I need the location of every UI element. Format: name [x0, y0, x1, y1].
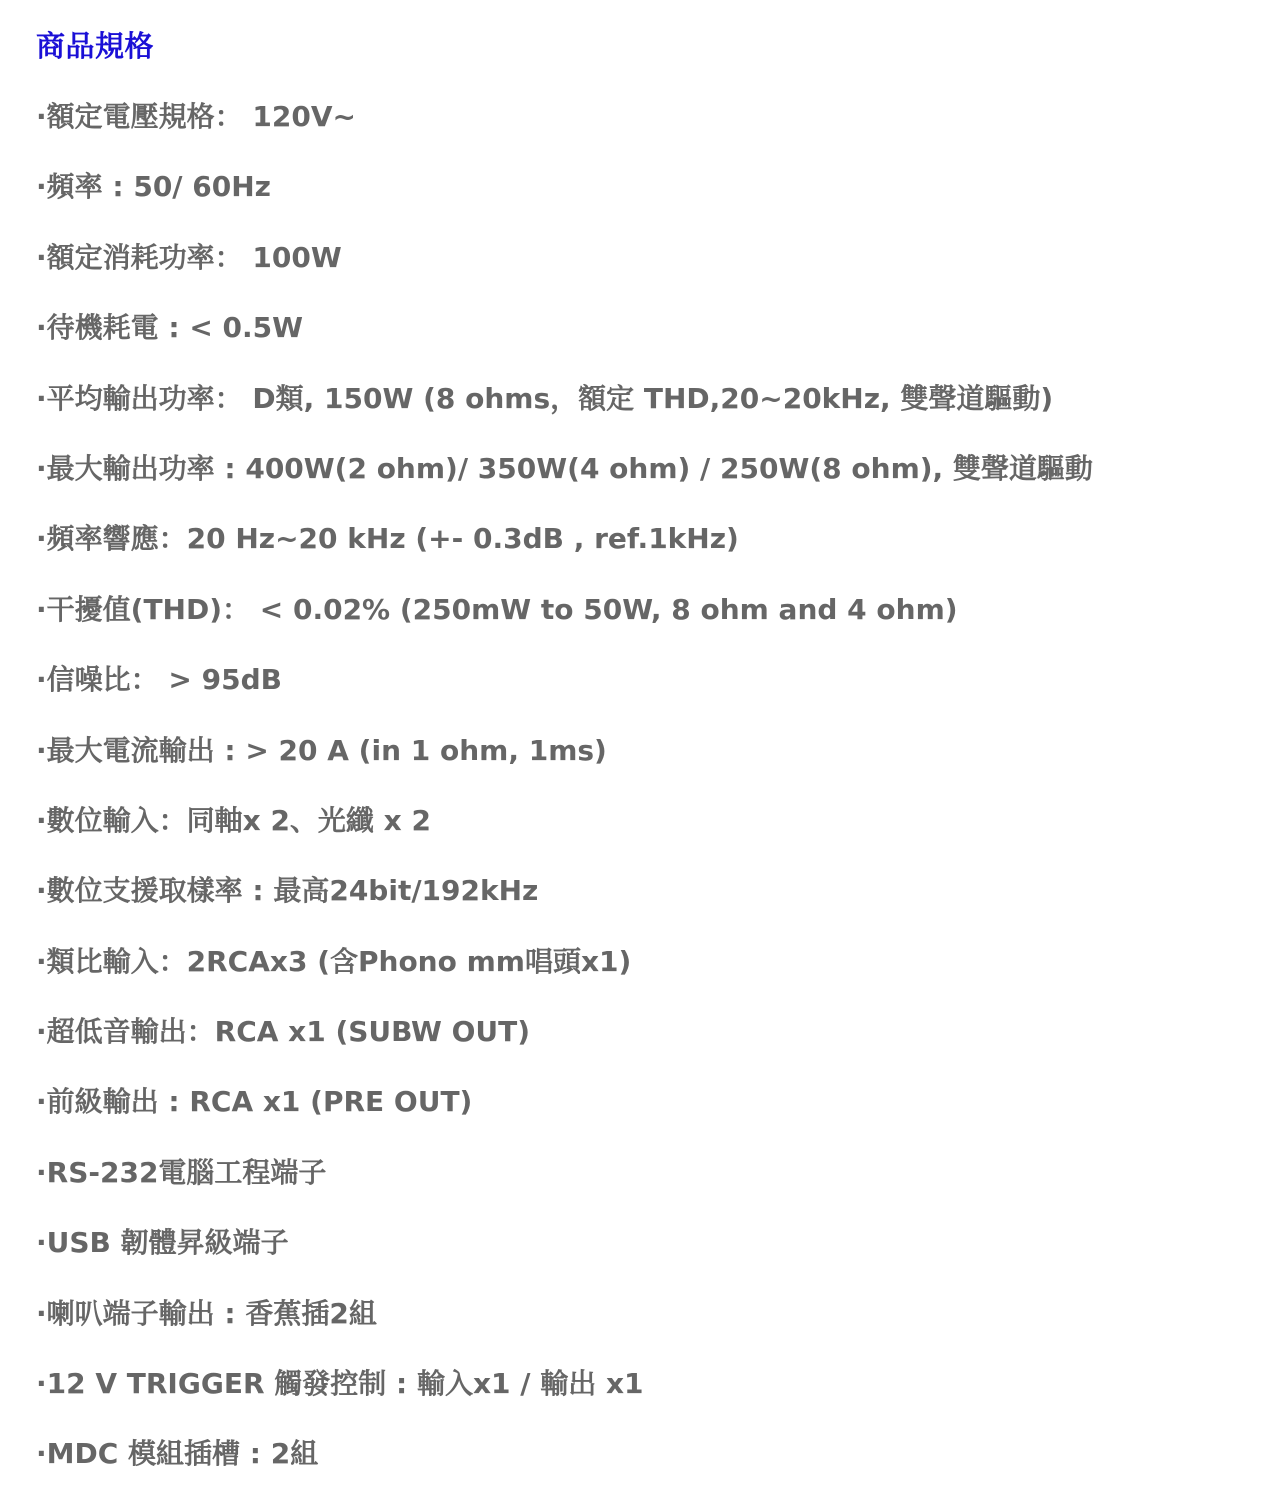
- bullet: ·: [36, 1437, 47, 1471]
- spec-text: 額定消耗功率： 100W: [46, 240, 342, 274]
- spec-text: 12 V TRIGGER 觸發控制 : 輸入x1 / 輸出 x1: [46, 1367, 644, 1401]
- spec-item-12v-trigger: [36, 1359, 1093, 1429]
- spec-text: 干擾值(THD)： < 0.02% (250mW to 50W, 8 ohm and 4 ohm): [46, 592, 958, 626]
- spec-item-standby-power: [36, 303, 1093, 373]
- spec-text: 類比輸入：2RCAx3 (含Phono mm唱頭x1): [46, 944, 632, 978]
- spec-item-frequency: [36, 162, 1093, 232]
- bullet: ·: [36, 874, 47, 908]
- spec-item-rated-voltage: [36, 92, 1093, 162]
- spec-text: MDC 模組插槽 : 2組: [46, 1437, 319, 1471]
- page-title: 商品規格: [36, 29, 155, 63]
- bullet: ·: [36, 100, 47, 133]
- bullet: ·: [36, 311, 47, 345]
- spec-text: 最大電流輸出 : > 20 A (in 1 ohm, 1ms): [46, 733, 607, 767]
- bullet: ·: [36, 592, 47, 626]
- spec-text: 數位輸入：同軸x 2、光纖 x 2: [46, 803, 431, 837]
- spec-item-rs232: [36, 1148, 1093, 1218]
- bullet: ·: [36, 522, 47, 556]
- spec-item-max-current-output: [36, 726, 1093, 796]
- bullet: ·: [36, 733, 47, 767]
- spec-item-snr: [36, 655, 1093, 725]
- bullet: ·: [36, 1085, 47, 1119]
- spec-text: 前級輸出 : RCA x1 (PRE OUT): [46, 1085, 473, 1119]
- spec-item-speaker-terminals: [36, 1289, 1093, 1359]
- spec-item-max-output-power: [36, 444, 1093, 514]
- bullet: ·: [36, 1015, 47, 1049]
- spec-text: 數位支援取樣率 : 最高24bit/192kHz: [46, 874, 539, 908]
- bullet: ·: [36, 381, 47, 415]
- spec-text: 頻率 : 50/ 60Hz: [46, 170, 271, 204]
- spec-text: RS-232電腦工程端子: [46, 1155, 327, 1189]
- bullet: ·: [36, 663, 47, 697]
- bullet: ·: [36, 240, 47, 274]
- spec-item-digital-input: [36, 796, 1093, 866]
- spec-item-frequency-response: [36, 514, 1093, 584]
- spec-item-rated-power-consumption: [36, 233, 1093, 303]
- bullet: ·: [36, 803, 47, 837]
- spec-item-mdc-slot: [36, 1429, 1093, 1499]
- spec-text: 頻率響應：20 Hz~20 kHz (+- 0.3dB , ref.1kHz): [46, 522, 739, 556]
- bullet: ·: [36, 1367, 47, 1401]
- spec-list: [36, 92, 1093, 1500]
- spec-text: 額定電壓規格： 120V~: [46, 100, 356, 133]
- spec-item-usb-firmware: [36, 1218, 1093, 1288]
- bullet: ·: [36, 1155, 47, 1189]
- spec-item-thd: [36, 585, 1093, 655]
- bullet: ·: [36, 1226, 47, 1260]
- spec-text: 喇叭端子輸出 : 香蕉插2組: [46, 1296, 377, 1330]
- spec-text: USB 韌體昇級端子: [46, 1226, 289, 1260]
- bullet: ·: [36, 1296, 47, 1330]
- spec-text: 平均輸出功率： D類, 150W (8 ohms，額定 THD,20~20kHz, 雙聲道驅動): [46, 381, 1054, 415]
- bullet: ·: [36, 451, 47, 485]
- spec-text: 信噪比： > 95dB: [46, 663, 282, 697]
- spec-item-subwoofer-output: [36, 1007, 1093, 1077]
- spec-item-pre-output: [36, 1077, 1093, 1147]
- spec-text: 待機耗電 : < 0.5W: [46, 311, 304, 345]
- bullet: ·: [36, 170, 47, 204]
- spec-item-analog-input: [36, 937, 1093, 1007]
- bullet: ·: [36, 944, 47, 978]
- spec-item-average-output-power: [36, 374, 1093, 444]
- spec-section: [36, 22, 1266, 1471]
- spec-text: 超低音輸出：RCA x1 (SUBW OUT): [46, 1015, 531, 1049]
- spec-text: 最大輸出功率 : 400W(2 ohm)/ 350W(4 ohm) / 250W(8 ohm), 雙聲道驅動: [46, 451, 1093, 485]
- spec-item-digital-sample-rate: [36, 866, 1093, 936]
